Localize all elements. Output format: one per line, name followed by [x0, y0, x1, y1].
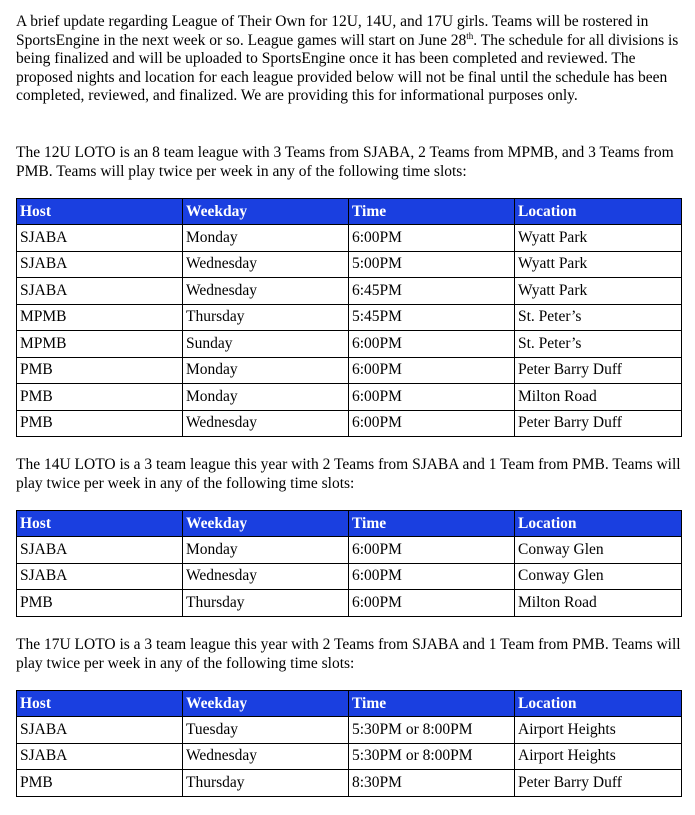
weekday-cell: Monday: [183, 384, 349, 411]
header-host: Host: [17, 199, 183, 225]
host-cell: SJABA: [17, 743, 183, 770]
host-cell: PMB: [17, 384, 183, 411]
location-cell: Wyatt Park: [515, 251, 682, 278]
header-weekday: Weekday: [183, 691, 349, 717]
weekday-cell: Thursday: [183, 770, 349, 797]
header-weekday: Weekday: [183, 511, 349, 537]
header-location: Location: [515, 691, 682, 717]
location-cell: Conway Glen: [515, 563, 682, 590]
weekday-cell: Monday: [183, 357, 349, 384]
league-12u-description: The 12U LOTO is an 8 team league with 3 Teams from SJABA, 2 Teams from MPMB, and 3 Teams from PMB. Teams will play twice per week in any of the following time slots:: [16, 144, 674, 180]
header-weekday: Weekday: [183, 199, 349, 225]
table-header-row: [17, 511, 682, 537]
table-row: [17, 225, 682, 252]
league-17u-table: [16, 690, 682, 797]
location-cell: Wyatt Park: [515, 225, 682, 252]
weekday-cell: Thursday: [183, 304, 349, 331]
location-cell: Airport Heights: [515, 717, 682, 744]
intro-text-continued: . The schedule for all divisions is being finalized and will be uploaded to SportsEngine once it has been completed and reviewed. The proposed nights and location for each league provided below will not be final until the schedule has been completed, reviewed, and finalized. We are providing this for informational purposes only.: [16, 31, 679, 104]
weekday-cell: Tuesday: [183, 717, 349, 744]
table-row: [17, 278, 682, 305]
table-row: [17, 563, 682, 590]
host-cell: SJABA: [17, 717, 183, 744]
time-cell: 6:00PM: [349, 410, 515, 437]
host-cell: MPMB: [17, 331, 183, 358]
host-cell: PMB: [17, 410, 183, 437]
location-cell: Peter Barry Duff: [515, 770, 682, 797]
header-time: Time: [349, 199, 515, 225]
weekday-cell: Wednesday: [183, 278, 349, 305]
location-cell: St. Peter’s: [515, 304, 682, 331]
time-cell: 6:45PM: [349, 278, 515, 305]
weekday-cell: Wednesday: [183, 410, 349, 437]
intro-text: A brief update regarding League of Their Own for 12U, 14U, and 17U girls. Teams will be rostered in SportsEngine in the next week or so. League games will start on June 28: [16, 13, 649, 49]
weekday-cell: Thursday: [183, 590, 349, 617]
table-row: [17, 743, 682, 770]
time-cell: 6:00PM: [349, 225, 515, 252]
host-cell: SJABA: [17, 537, 183, 564]
host-cell: MPMB: [17, 304, 183, 331]
time-cell: 6:00PM: [349, 563, 515, 590]
location-cell: Peter Barry Duff: [515, 410, 682, 437]
location-cell: Milton Road: [515, 384, 682, 411]
header-time: Time: [349, 691, 515, 717]
intro-paragraph: [16, 13, 684, 106]
table-row: [17, 590, 682, 617]
table-row: [17, 357, 682, 384]
host-cell: SJABA: [17, 563, 183, 590]
league-17u-description: The 17U LOTO is a 3 team league this year with 2 Teams from SJABA and 1 Team from PMB. Teams will play twice per week in any of the following time slots:: [16, 636, 681, 672]
location-cell: St. Peter’s: [515, 331, 682, 358]
time-cell: 5:30PM or 8:00PM: [349, 743, 515, 770]
host-cell: PMB: [17, 357, 183, 384]
weekday-cell: Sunday: [183, 331, 349, 358]
table-row: [17, 331, 682, 358]
table-header-row: [17, 691, 682, 717]
header-location: Location: [515, 199, 682, 225]
header-time: Time: [349, 511, 515, 537]
time-cell: 6:00PM: [349, 357, 515, 384]
host-cell: SJABA: [17, 225, 183, 252]
weekday-cell: Wednesday: [183, 251, 349, 278]
league-14u-table: [16, 510, 682, 617]
location-cell: Milton Road: [515, 590, 682, 617]
host-cell: SJABA: [17, 251, 183, 278]
location-cell: Peter Barry Duff: [515, 357, 682, 384]
weekday-cell: Monday: [183, 225, 349, 252]
table-row: [17, 717, 682, 744]
table-row: [17, 251, 682, 278]
table-row: [17, 304, 682, 331]
table-row: [17, 537, 682, 564]
location-cell: Wyatt Park: [515, 278, 682, 305]
host-cell: PMB: [17, 770, 183, 797]
table-header-row: [17, 199, 682, 225]
header-host: Host: [17, 691, 183, 717]
host-cell: PMB: [17, 590, 183, 617]
location-cell: Airport Heights: [515, 743, 682, 770]
time-cell: 5:30PM or 8:00PM: [349, 717, 515, 744]
host-cell: SJABA: [17, 278, 183, 305]
time-cell: 5:45PM: [349, 304, 515, 331]
weekday-cell: Wednesday: [183, 563, 349, 590]
time-cell: 5:00PM: [349, 251, 515, 278]
time-cell: 6:00PM: [349, 537, 515, 564]
league-14u-description: The 14U LOTO is a 3 team league this year with 2 Teams from SJABA and 1 Team from PMB. Teams will play twice per week in any of the following time slots:: [16, 456, 681, 492]
table-row: [17, 770, 682, 797]
intro-superscript: th: [466, 30, 474, 41]
header-location: Location: [515, 511, 682, 537]
location-cell: Conway Glen: [515, 537, 682, 564]
header-host: Host: [17, 511, 183, 537]
league-12u-table: [16, 198, 682, 437]
weekday-cell: Monday: [183, 537, 349, 564]
time-cell: 6:00PM: [349, 331, 515, 358]
table-row: [17, 384, 682, 411]
time-cell: 6:00PM: [349, 590, 515, 617]
weekday-cell: Wednesday: [183, 743, 349, 770]
time-cell: 6:00PM: [349, 384, 515, 411]
time-cell: 8:30PM: [349, 770, 515, 797]
table-row: [17, 410, 682, 437]
